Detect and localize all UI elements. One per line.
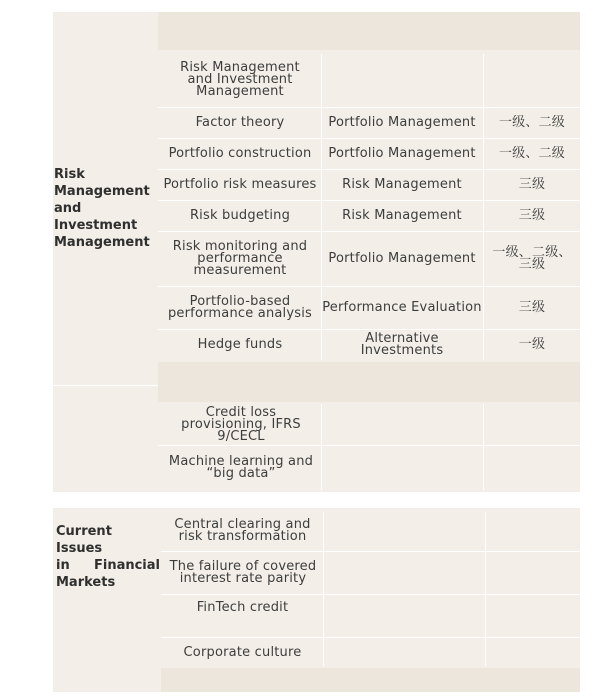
level-cell: 三级 (518, 177, 546, 192)
grid-line (158, 138, 580, 139)
grid-line (158, 200, 580, 201)
grid-line (158, 169, 580, 170)
grid-line (321, 404, 322, 490)
topic-cell: Risk budgeting (189, 208, 291, 223)
reading-cell: Portfolio Management (328, 146, 476, 161)
reading-cell: Performance Evaluation (322, 300, 482, 315)
section1-title-line: Investment (54, 218, 138, 233)
reading-cell: Risk Management (342, 208, 462, 223)
level-cell: 一级、二级 (498, 146, 565, 161)
grid-line (158, 445, 580, 446)
level-cell: 三级 (518, 300, 546, 315)
section1-title-line: Management (54, 235, 150, 250)
grid-line (158, 329, 580, 330)
section1-title-line: and (54, 201, 82, 216)
topic-cell: Machine learning and “big data” (168, 454, 314, 481)
section1-label-column (53, 12, 158, 492)
level-cell: 一级、二级、三级 (492, 245, 572, 272)
section2-title-line: Markets (56, 575, 116, 590)
topic-cell: Risk monitoring and performance measurement (172, 239, 308, 278)
grid-line (485, 512, 486, 666)
topic-cell: Portfolio risk measures (163, 177, 317, 192)
topic-cell: The failure of covered interest rate parity (169, 559, 317, 586)
header-topic-cell: Risk Management and Investment Management (180, 60, 300, 99)
section1-spacer-strip (158, 362, 580, 402)
section1-title (54, 166, 158, 251)
section2-title-line: in Financial (56, 558, 160, 573)
topic-cell: Credit loss provisioning, IFRS 9/CECL (181, 405, 301, 444)
level-cell: 三级 (518, 208, 546, 223)
grid-line (161, 551, 580, 552)
section1-title-line: Management (54, 184, 150, 199)
reading-cell: Portfolio Management (328, 251, 476, 266)
grid-line (323, 512, 324, 666)
section1-top-strip (158, 12, 580, 50)
grid-line (53, 385, 158, 386)
reading-cell: Alternative Investments (360, 331, 444, 358)
topic-cell: Factor theory (195, 115, 285, 130)
section2-bottom-strip (161, 668, 580, 692)
grid-line (161, 594, 580, 595)
topic-cell: FinTech credit (196, 600, 289, 615)
reading-cell: Portfolio Management (328, 115, 476, 130)
section2-title (56, 523, 160, 591)
topic-cell: Portfolio construction (168, 146, 312, 161)
grid-line (158, 107, 580, 108)
level-cell: 一级、二级 (498, 115, 565, 130)
topic-cell: Portfolio-based performance analysis (167, 294, 313, 321)
grid-line (158, 231, 580, 232)
section2-title-line: Current Issues (56, 524, 112, 556)
grid-line (483, 404, 484, 490)
reading-cell: Risk Management (342, 177, 462, 192)
section1-title-line: Risk (54, 167, 85, 182)
topic-cell: Corporate culture (183, 645, 302, 660)
topic-cell: Hedge funds (197, 337, 283, 352)
level-cell: 一级 (518, 337, 546, 352)
grid-line (161, 637, 580, 638)
topic-cell: Central clearing and risk transformation (174, 517, 311, 544)
grid-line (158, 286, 580, 287)
